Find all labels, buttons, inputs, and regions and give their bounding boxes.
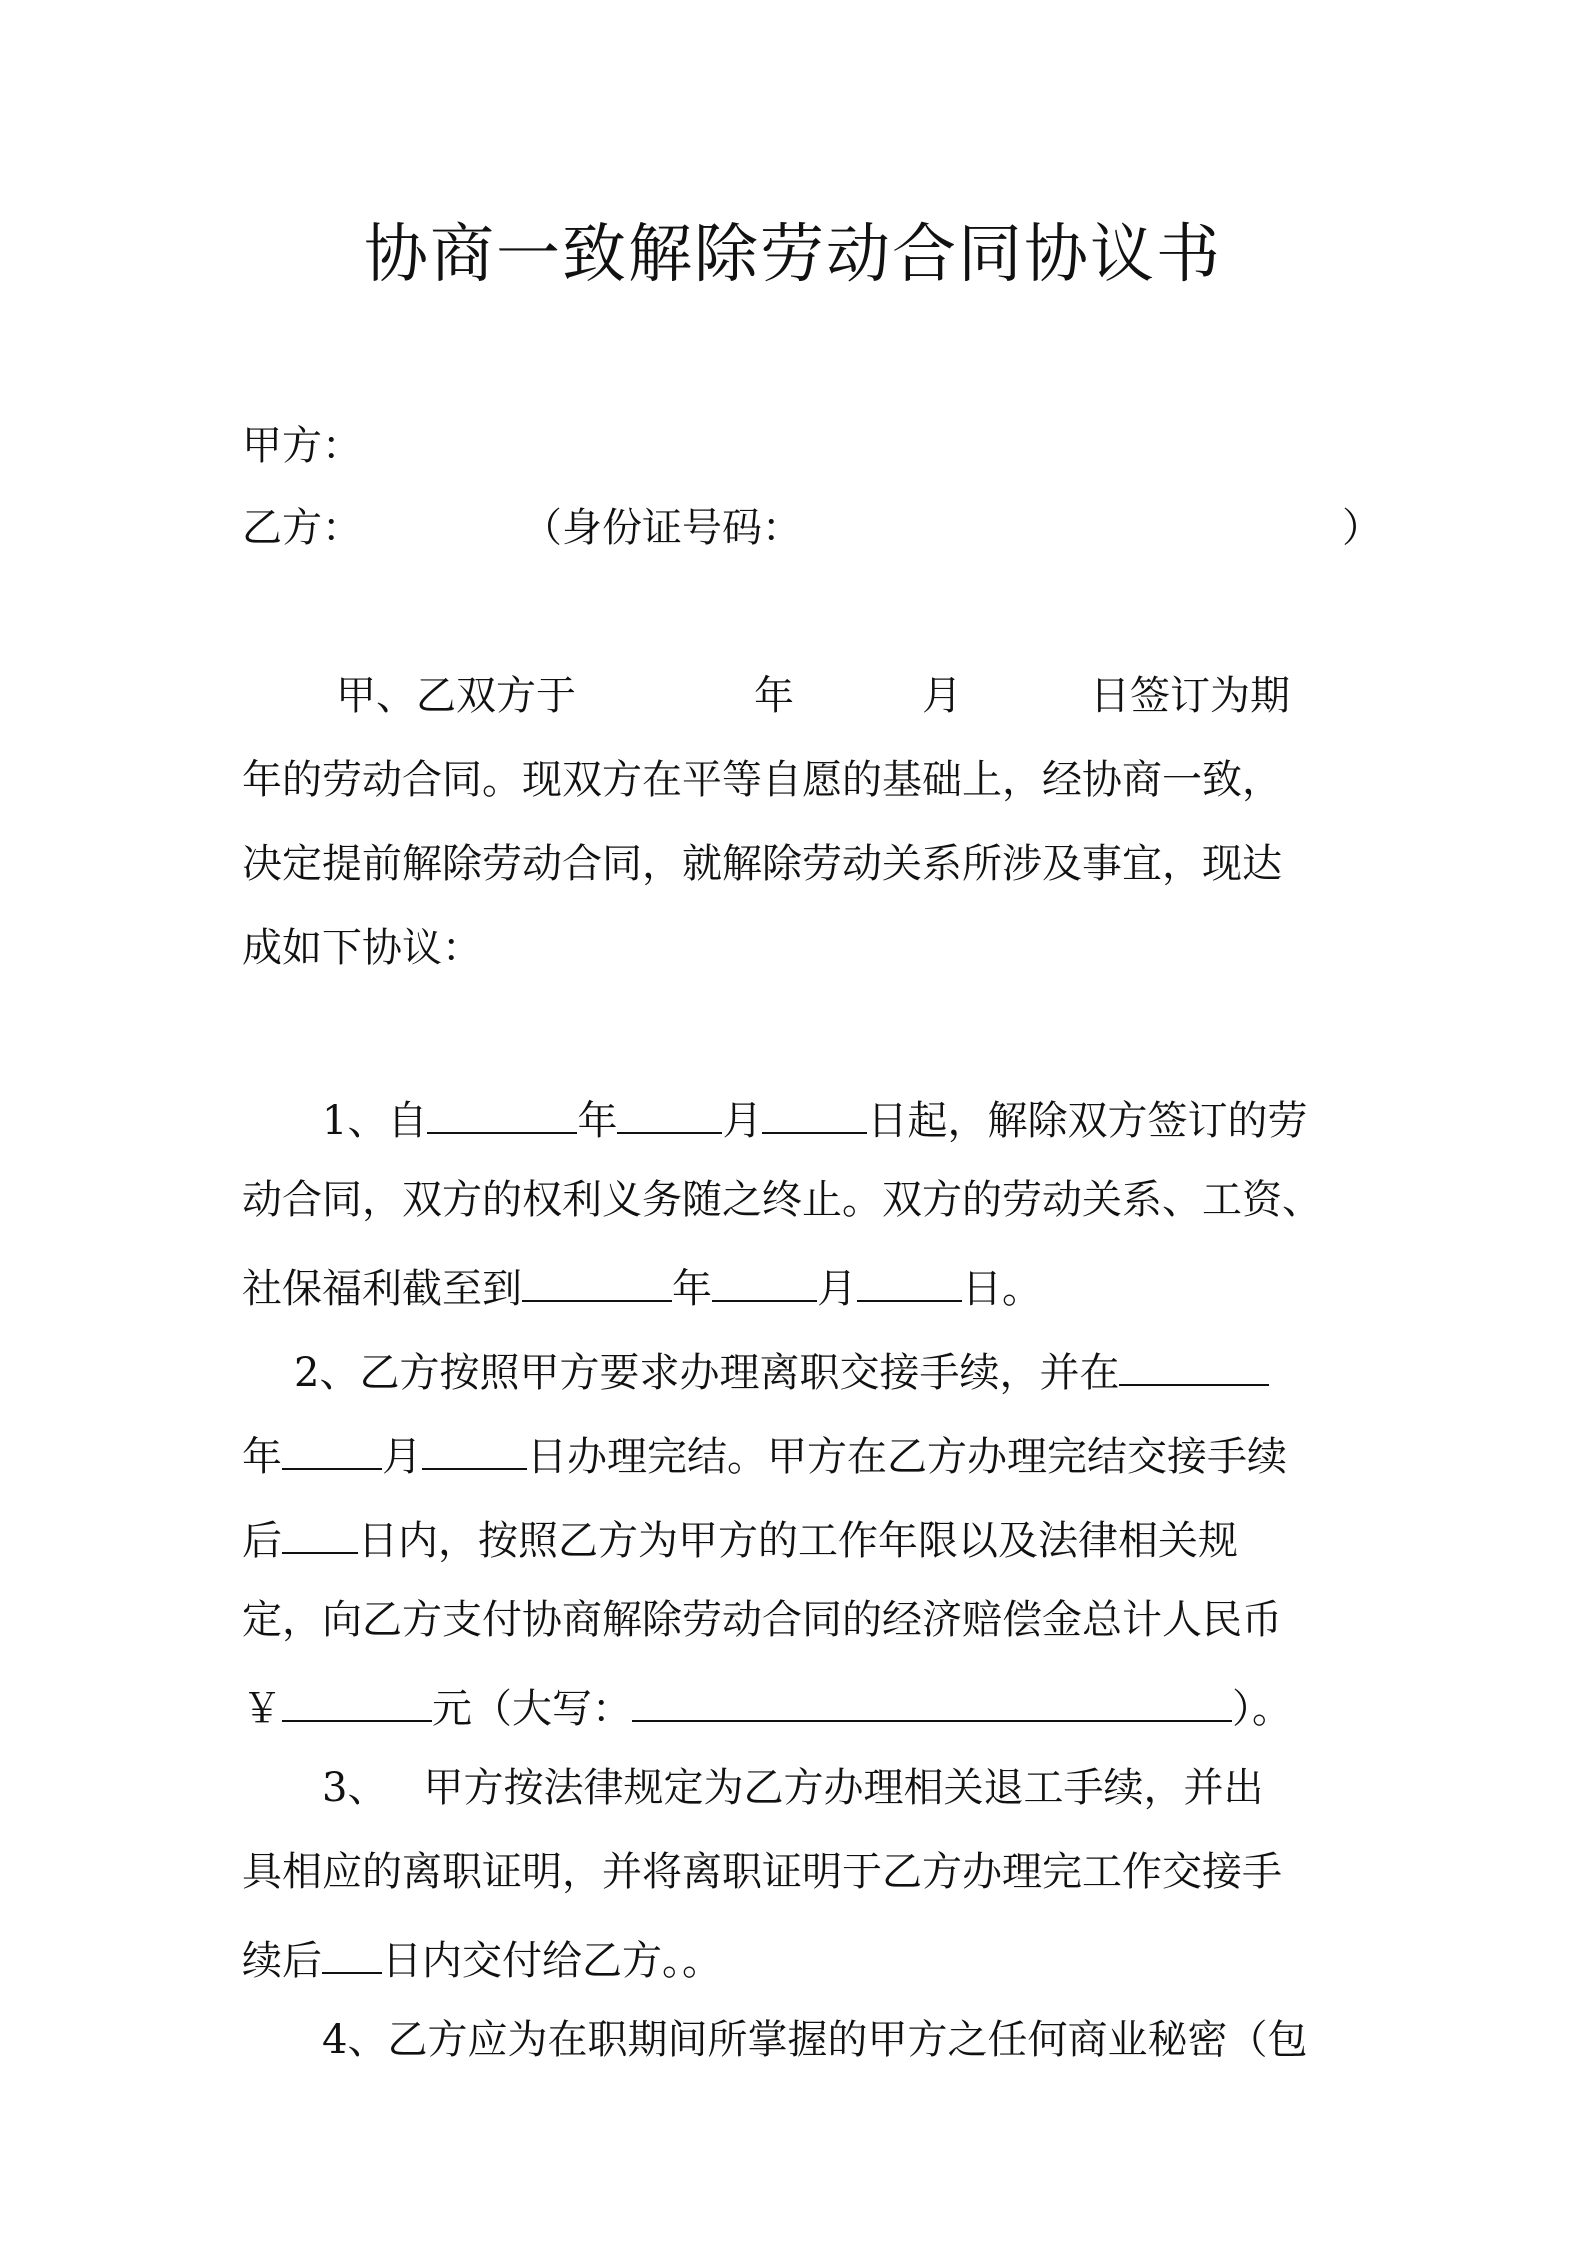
clause-2-text: 2、乙方按照甲方要求办理离职交接手续，并在 — [294, 1350, 1120, 1396]
clause-3-line-3 — [242, 1928, 1352, 1989]
clause-2-line-3 — [242, 1508, 1352, 1569]
clause-1-month: 月 — [722, 1098, 763, 1144]
clause-2-line-2 — [242, 1424, 1352, 1485]
clause-2-month: 月 — [382, 1434, 422, 1480]
blank-month — [712, 1256, 817, 1302]
party-b-line — [242, 500, 1382, 556]
intro-year: 年 — [754, 673, 794, 719]
clause-3-number: 3、 — [322, 1765, 388, 1811]
intro-line-1 — [242, 668, 1352, 724]
clause-2-after: 后 — [242, 1518, 282, 1564]
clause-2-line-1 — [242, 1340, 1352, 1401]
intro-signed-on: 甲、乙双方于 — [336, 673, 576, 719]
intro-line-4: 成如下协议： — [242, 925, 482, 971]
clause-2-close: ）。 — [1232, 1686, 1292, 1732]
clause-2-line-5 — [242, 1676, 1352, 1737]
clause-2-handover: 日办理完结。甲方在乙方办理完结交接手续 — [527, 1434, 1287, 1480]
blank-month — [617, 1088, 722, 1134]
intro-line-2: 年的劳动合同。现双方在平等自愿的基础上，经协商一致， — [242, 757, 1282, 803]
id-number-label: （身份证号码： — [522, 505, 802, 551]
blank-amount — [282, 1676, 432, 1722]
clause-1-line-3 — [242, 1256, 1352, 1317]
party-b-label: 乙方： — [242, 505, 362, 551]
clause-4-line-1 — [242, 2012, 1352, 2068]
clause-2-line-4: 定，向乙方支付协商解除劳动合同的经济赔偿金总计人民币 — [242, 1597, 1282, 1643]
intro-day-term: 日签订为期 — [1090, 673, 1290, 719]
party-a-label: 甲方： — [242, 423, 362, 469]
blank-days — [322, 1928, 382, 1974]
clause-1-line-2: 动合同，双方的权利义务随之终止。双方的劳动关系、工资、 — [242, 1177, 1322, 1223]
blank-day — [762, 1088, 867, 1134]
document-title: 协商一致解除劳动合同协议书 — [364, 218, 1222, 292]
yuan-symbol: ￥ — [242, 1686, 282, 1732]
clause-2-uppercase-label: 元（大写： — [432, 1686, 632, 1732]
clause-1-until: 社保福利截至到 — [242, 1266, 522, 1312]
clause-1-year-2: 年 — [672, 1266, 712, 1312]
clause-4-text: 4、乙方应为在职期间所掌握的甲方之任何商业秘密（包 — [322, 2017, 1308, 2063]
id-number-close: ） — [1342, 505, 1382, 551]
blank-day — [857, 1256, 962, 1302]
clause-2-year: 年 — [242, 1434, 282, 1480]
blank-year — [427, 1088, 577, 1134]
party-a-line — [242, 418, 1352, 474]
clause-3-after: 续后 — [242, 1938, 322, 1984]
clause-3-text: 甲方按法律规定为乙方办理相关退工手续，并出 — [423, 1765, 1264, 1811]
blank-days — [282, 1508, 358, 1554]
clause-1-day-2: 日。 — [962, 1266, 1042, 1312]
blank-amount-uppercase — [632, 1676, 1232, 1722]
blank-year — [1119, 1340, 1269, 1386]
blank-year — [522, 1256, 672, 1302]
blank-day — [422, 1424, 527, 1470]
intro-line-3: 决定提前解除劳动合同，就解除劳动关系所涉及事宜，现达 — [242, 841, 1282, 887]
clause-3-line-1 — [242, 1760, 1352, 1816]
blank-month — [282, 1424, 382, 1470]
clause-3-line-2: 具相应的离职证明，并将离职证明于乙方办理完工作交接手 — [242, 1849, 1282, 1895]
clause-1-month-2: 月 — [817, 1266, 857, 1312]
clause-1-rest: 日起，解除双方签订的劳 — [867, 1098, 1308, 1144]
clause-2-within: 日内，按照乙方为甲方的工作年限以及法律相关规 — [358, 1518, 1238, 1564]
clause-1-year: 年 — [577, 1098, 618, 1144]
clause-3-deliver: 日内交付给乙方。。 — [382, 1938, 722, 1984]
clause-1-from: 1、自 — [322, 1098, 428, 1144]
intro-month: 月 — [922, 673, 962, 719]
clause-1-line-1 — [242, 1088, 1352, 1149]
